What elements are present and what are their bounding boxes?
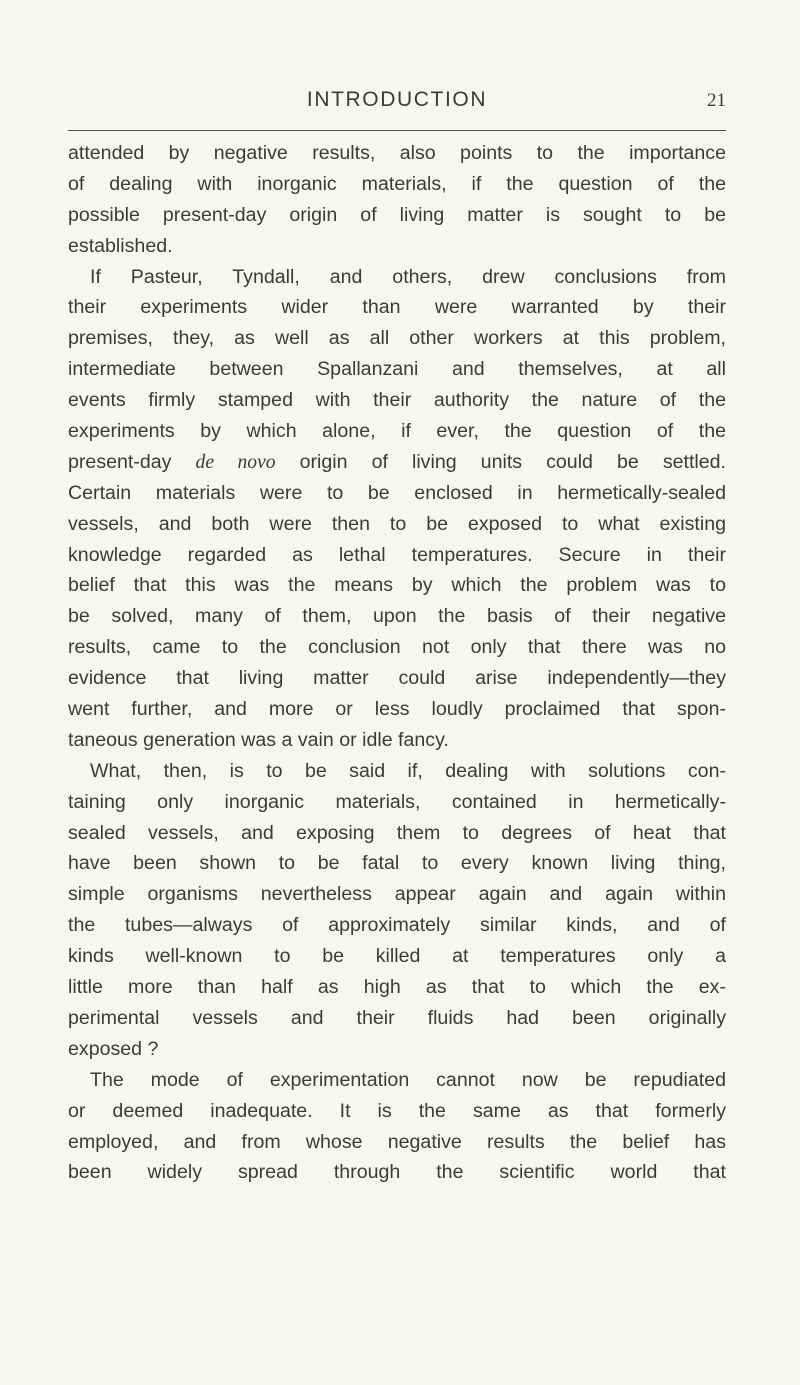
text-line: of dealing with inorganic materials, if the question of the (68, 172, 726, 195)
text-line: knowledge regarded as lethal temperatures. Secure in their (68, 543, 726, 566)
body-text (68, 138, 726, 1188)
text-line: be solved, many of them, upon the basis of their negative (68, 605, 726, 628)
text-line: attended by negative results, also points to the importance (68, 142, 726, 164)
text-line: have been shown to be fatal to every known living thing, (68, 852, 726, 875)
text-line: events firmly stamped with their authority the nature of the (68, 389, 726, 412)
text-line: exposed ? (68, 1037, 159, 1060)
text-line: sealed vessels, and exposing them to degrees of heat that (68, 821, 726, 844)
text-line: intermediate between Spallanzani and themselves, at all (68, 358, 726, 381)
running-head (68, 88, 726, 118)
text-line: or deemed inadequate. It is the same as that formerly (68, 1099, 726, 1122)
text-line: taining only inorganic materials, contained in hermetically- (68, 790, 726, 813)
text-line: belief that this was the means by which the problem was to (68, 574, 726, 597)
text-line: results, came to the conclusion not only that there was no (68, 636, 726, 659)
text-line: their experiments wider than were warranted by their (68, 296, 726, 319)
running-title: INTRODUCTION (306, 88, 488, 111)
text-line: Certain materials were to be enclosed in hermetically-sealed (68, 481, 726, 504)
text-line: evidence that living matter could arise independently—they (68, 667, 726, 690)
text-line: experiments by which alone, if ever, the question of the (68, 420, 726, 443)
text-line: The mode of experimentation cannot now be repudiated (90, 1068, 726, 1091)
header-rule (68, 130, 726, 131)
text-line: employed, and from whose negative results the belief has (68, 1130, 726, 1153)
text-line: little more than half as high as that to which the ex- (68, 976, 726, 999)
text-line: taneous generation was a vain or idle fancy. (68, 728, 449, 751)
text-line: vessels, and both were then to be exposed to what existing (68, 512, 726, 535)
text-segment: present-day (68, 450, 196, 473)
text-line: premises, they, as well as all other workers at this problem, (68, 327, 726, 350)
page-number: 21 (707, 90, 726, 111)
text-line: perimental vessels and their fluids had been originally (68, 1006, 726, 1029)
italic-term: de novo (195, 451, 276, 473)
text-line: possible present-day origin of living matter is sought to be (68, 203, 726, 226)
text-line: kinds well-known to be killed at temperatures only a (68, 945, 726, 968)
text-line: What, then, is to be said if, dealing with solutions con- (90, 759, 726, 782)
text-line: If Pasteur, Tyndall, and others, drew conclusions from (90, 265, 726, 288)
text-segment: origin of living units could be settled. (275, 450, 726, 473)
text-line: been widely spread through the scientific world that (68, 1161, 726, 1184)
text-line: the tubes—always of approximately similar kinds, and of (68, 914, 726, 937)
text-line (68, 447, 726, 478)
text-line: went further, and more or less loudly proclaimed that spon- (68, 698, 726, 721)
text-line: established. (68, 234, 173, 257)
text-line: simple organisms nevertheless appear again and again within (68, 883, 726, 906)
